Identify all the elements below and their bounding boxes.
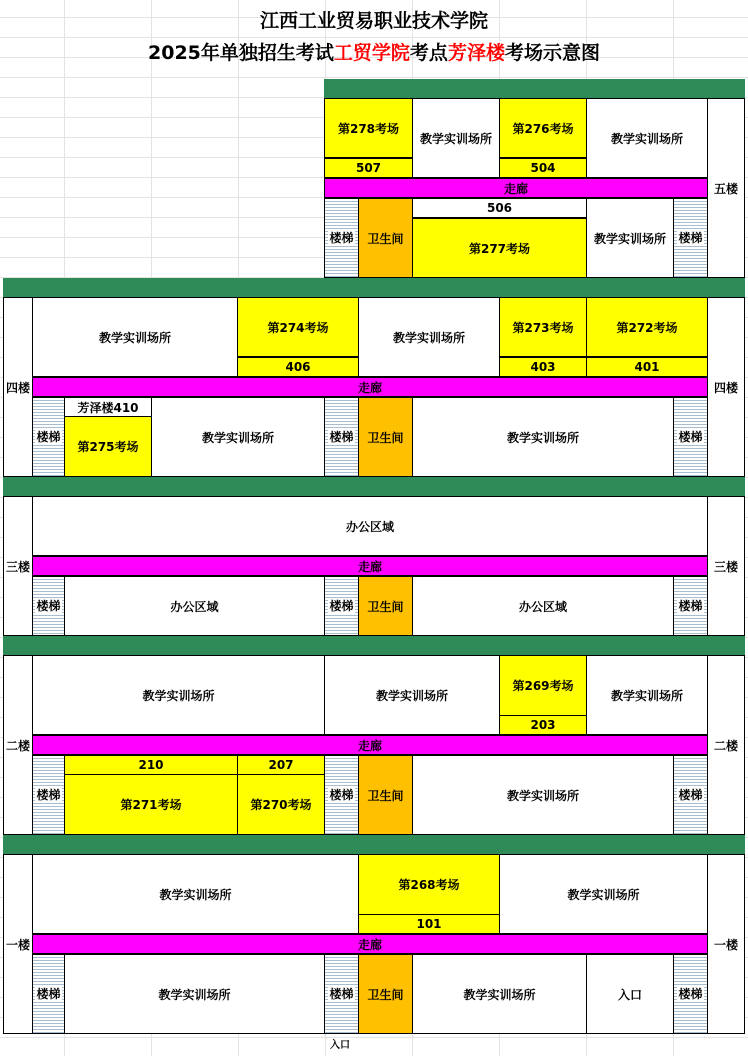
entrance-room: 入口 xyxy=(586,954,674,1034)
stairs xyxy=(32,755,65,835)
stairs-label: 楼梯 xyxy=(329,987,354,1001)
exam-room-270 xyxy=(237,774,325,835)
training-room: 教学实训场所 xyxy=(32,655,325,735)
training-room: 教学实训场所 xyxy=(499,854,708,934)
floor-label-4-left: 四楼 xyxy=(3,297,33,477)
floor-label-2-left: 二楼 xyxy=(3,655,33,835)
exam-room-274-number: 406 xyxy=(237,357,359,377)
page-title: 江西工业贸易职业技术学院 xyxy=(259,10,488,32)
floor-label-5: 五楼 xyxy=(707,98,745,278)
exam-room-272 xyxy=(586,297,708,357)
exam-room-278-number: 507 xyxy=(324,158,413,178)
subtitle-part-1: 2025年单独招生考试 xyxy=(148,42,334,64)
page-subtitle xyxy=(0,40,748,66)
exam-room-277-name: 第277考场 xyxy=(468,241,531,256)
corridor: 走廊 xyxy=(32,556,708,576)
floor3-top-band xyxy=(3,477,745,496)
stairs-label: 楼梯 xyxy=(329,599,354,613)
training-room: 教学实训场所 xyxy=(32,297,238,377)
corridor: 走廊 xyxy=(324,178,708,198)
floor-label-2-right: 二楼 xyxy=(707,655,745,835)
exam-room-275-number: 芳泽楼410 xyxy=(64,397,152,417)
exam-room-278 xyxy=(324,98,413,158)
stairs-label: 楼梯 xyxy=(678,788,703,802)
stairs-label: 楼梯 xyxy=(678,987,703,1001)
corridor: 走廊 xyxy=(32,735,708,755)
corridor: 走廊 xyxy=(32,934,708,954)
office-area: 办公区域 xyxy=(32,496,708,556)
stairs xyxy=(32,397,65,477)
training-room: 教学实训场所 xyxy=(412,954,587,1034)
stairs xyxy=(324,755,359,835)
stairs xyxy=(673,576,708,636)
stairs-label: 楼梯 xyxy=(678,599,703,613)
stairs xyxy=(673,397,708,477)
toilet: 卫生间 xyxy=(358,755,413,835)
stairs xyxy=(32,576,65,636)
exam-room-269-name: 第269考场 xyxy=(512,679,574,693)
training-room: 教学实训场所 xyxy=(586,98,708,178)
stairs-label: 楼梯 xyxy=(329,430,354,444)
office-area: 办公区域 xyxy=(64,576,325,636)
floor-label-3-right: 三楼 xyxy=(707,496,745,636)
toilet: 卫生间 xyxy=(358,954,413,1034)
training-room: 教学实训场所 xyxy=(358,297,500,377)
exam-room-276 xyxy=(499,98,587,158)
training-room: 教学实训场所 xyxy=(412,98,500,178)
stairs-label: 楼梯 xyxy=(678,231,703,245)
exam-room-269-number: 203 xyxy=(499,715,587,735)
exam-room-276-name: 第276考场 xyxy=(512,121,574,136)
floor1-top-band xyxy=(3,835,745,854)
exam-room-275 xyxy=(64,416,152,477)
exam-room-269 xyxy=(499,655,587,716)
stairs xyxy=(32,954,65,1034)
toilet: 卫生间 xyxy=(358,397,413,477)
exam-room-270-name: 第270考场 xyxy=(250,798,312,812)
subtitle-school: 工贸学院 xyxy=(333,42,410,64)
subtitle-part-3: 考场示意图 xyxy=(504,42,600,64)
stairs xyxy=(673,954,708,1034)
stairs-label: 楼梯 xyxy=(36,599,61,613)
stairs-label: 楼梯 xyxy=(329,788,354,802)
office-area: 办公区域 xyxy=(412,576,674,636)
exam-room-274-name: 第274考场 xyxy=(267,320,329,335)
stairs xyxy=(324,397,359,477)
exam-room-273-name: 第273考场 xyxy=(512,320,574,335)
exam-room-272-number: 401 xyxy=(586,357,708,377)
stairs-label: 楼梯 xyxy=(36,788,61,802)
corridor: 走廊 xyxy=(32,377,708,397)
training-room: 教学实训场所 xyxy=(151,397,325,477)
exam-room-273 xyxy=(499,297,587,357)
floor4-top-band xyxy=(3,278,745,297)
exam-room-270-number: 207 xyxy=(237,755,325,775)
training-room: 教学实训场所 xyxy=(32,854,359,934)
exam-room-273-number: 403 xyxy=(499,357,587,377)
stairs xyxy=(673,198,708,278)
exam-room-268-name: 第268考场 xyxy=(398,878,460,892)
toilet: 卫生间 xyxy=(358,576,413,636)
floor-label-3-left: 三楼 xyxy=(3,496,33,636)
exam-room-277-number: 506 xyxy=(412,198,587,218)
floor5-top-band xyxy=(324,79,745,98)
exam-room-274 xyxy=(237,297,359,357)
floor-label-1-right: 一楼 xyxy=(707,854,745,1034)
exam-room-271-name: 第271考场 xyxy=(120,798,182,812)
stairs-label: 楼梯 xyxy=(678,430,703,444)
floor2-top-band xyxy=(3,636,745,655)
floor-label-1-left: 一楼 xyxy=(3,854,33,1034)
toilet: 卫生间 xyxy=(358,198,413,278)
training-room: 教学实训场所 xyxy=(412,397,674,477)
stairs-label: 楼梯 xyxy=(329,231,354,245)
exam-room-271-number: 210 xyxy=(64,755,238,775)
stairs-label: 楼梯 xyxy=(36,430,61,444)
training-room: 教学实训场所 xyxy=(586,655,708,735)
stairs xyxy=(673,755,708,835)
stairs xyxy=(324,198,359,278)
exam-room-277 xyxy=(412,218,587,278)
training-room: 教学实训场所 xyxy=(586,198,674,278)
subtitle-part-2: 考点 xyxy=(409,42,448,64)
stairs xyxy=(324,954,359,1034)
training-room: 教学实训场所 xyxy=(64,954,325,1034)
floor-label-4-right: 四楼 xyxy=(707,297,745,477)
training-room: 教学实训场所 xyxy=(324,655,500,735)
exam-room-268-number: 101 xyxy=(358,914,500,934)
exam-room-276-number: 504 xyxy=(499,158,587,178)
entrance-label: 入口 xyxy=(330,1040,350,1051)
subtitle-building: 芳泽楼 xyxy=(447,42,505,64)
exam-room-272-name: 第272考场 xyxy=(616,320,678,335)
exam-room-275-name: 第275考场 xyxy=(77,440,139,454)
stairs xyxy=(324,576,359,636)
exam-room-278-name: 第278考场 xyxy=(337,121,400,136)
exam-room-271 xyxy=(64,774,238,835)
training-room: 教学实训场所 xyxy=(412,755,674,835)
exam-room-268 xyxy=(358,854,500,915)
stairs-label: 楼梯 xyxy=(36,987,61,1001)
